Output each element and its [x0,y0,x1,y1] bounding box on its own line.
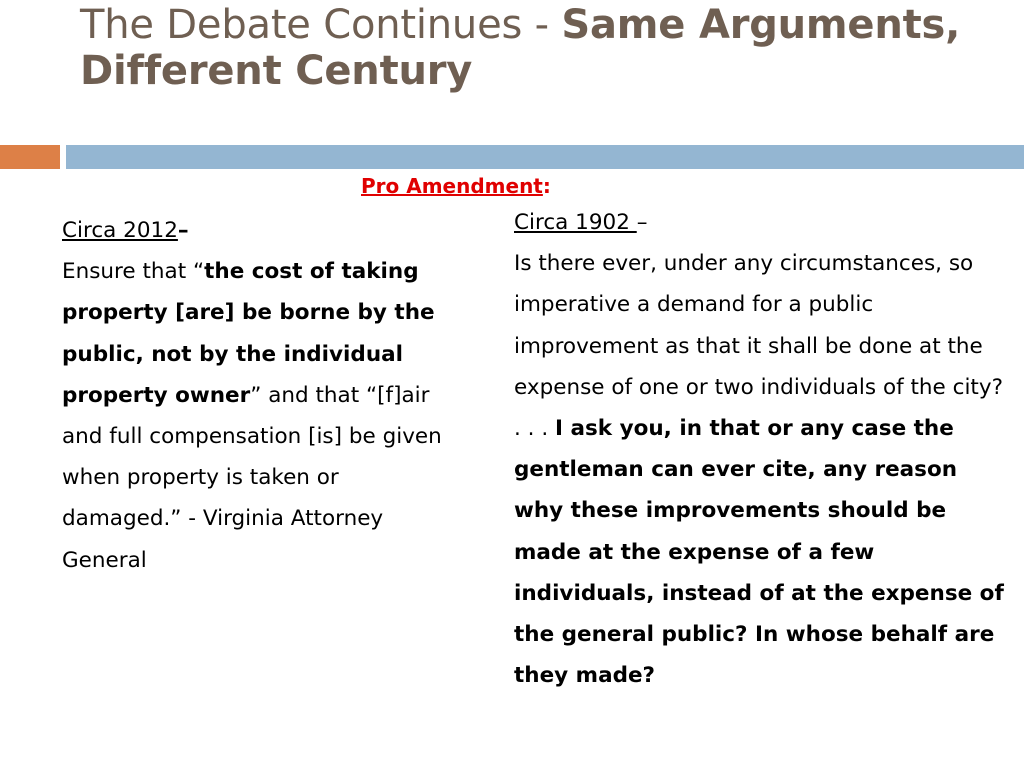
title-bold: Same Arguments, Different Century [80,2,961,94]
left-heading-line [62,210,462,251]
left-body [62,251,462,581]
pro-amendment-colon: : [542,174,551,198]
slide-title [80,2,980,94]
right-heading-line [514,202,1004,243]
accent-bar-orange [0,145,60,169]
accent-bar-blue [66,145,1024,169]
left-heading: Circa 2012 [62,218,178,243]
left-body-p1: Ensure that “ [62,259,205,285]
right-body-p1: Is there ever, under any circumstances, so imperative a demand for a public improvement as that it shall be done at the expense of one or two individuals of the city? . . . [514,251,1003,442]
right-body [514,243,1004,696]
title-normal: The Debate Continues - [80,2,562,48]
pro-amendment-label [361,174,551,198]
left-body-p2: ” and that “[f]air and full compensation [is] be given when property is taken or damaged.” - Virginia Attorney General [62,382,442,573]
right-heading: Circa 1902 [514,210,637,235]
right-heading-dash: – [636,210,648,235]
right-column [514,202,1004,696]
left-body-bold: the cost of taking property [are] be borne by the public, not by the individual property owner [62,259,435,408]
pro-amendment-text: Pro Amendment [361,174,543,198]
left-heading-dash: – [177,218,189,243]
left-column [62,210,462,581]
right-body-bold: I ask you, in that or any case the gentleman can ever cite, any reason why these improvements should be made at the expense of a few individuals, instead of at the expense of the general public? In whose behalf are they made? [514,416,1004,689]
